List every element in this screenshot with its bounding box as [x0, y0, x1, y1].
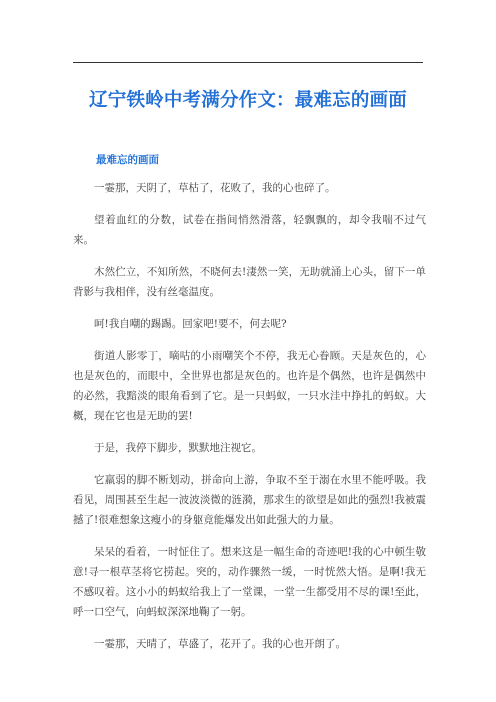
header-rule [73, 62, 423, 63]
paragraph: 望着血红的分数，试卷在指间悄然滑落，轻飘飘的，却令我喘不过气来。 [73, 214, 426, 246]
essay-subheading: 最难忘的画面 [96, 154, 159, 166]
document-title: 辽宁铁岭中考满分作文：最难忘的画面 [89, 90, 407, 111]
paragraph: 于是，我停下脚步，默默地注视它。 [94, 442, 262, 454]
paragraph: 呆呆的看着，一时怔住了。想来这是一幅生命的奇迹吧!我的心中顿生敬意!寻一根草茎将它捞起。突的，动作骤然一缓，一时恍然大悟。是啊!我无不感叹着。这小小的蚂蚁给我上了一堂课，一堂一生都受用不尽的课!至此，呼一口空气，向蚂蚁深深地鞠了一躬。 [73, 546, 426, 618]
paragraph: 一霎那，天阴了，草枯了，花败了，我的心也碎了。 [94, 182, 336, 194]
paragraph: 街道人影零丁，嘀咕的小雨嘲笑个不停，我无心眷顾。天是灰色的，心也是灰色的，而眼中，全世界也都是灰色的。也许是个偶然，也许是偶然中的必然，我黯淡的眼角看到了它。是一只蚂蚁，一只水洼中挣扎的蚂蚁。大概，现在它也是无助的罢! [73, 350, 426, 422]
essay-body [73, 178, 426, 666]
paragraph: 呵!我自嘲的踢踢。回家吧!要不，何去呢? [94, 318, 287, 330]
paragraph: 一霎那，天晴了，草盛了，花开了。我的心也开朗了。 [94, 638, 346, 650]
paragraph: 它羸弱的脚不断划动，拼命向上游，争取不至于溺在水里不能呼吸。我看见，周围甚至生起一波波淡微的涟漪，那求生的欲望是如此的强烈!我被震撼了!很难想象这瘦小的身躯竟能爆发出如此强大的力量。 [73, 474, 426, 526]
paragraph: 木然伫立，不知所然，不晓何去!淒然一笑，无助就涌上心头，留下一单背影与我相伴，没有丝毫温度。 [73, 266, 426, 298]
